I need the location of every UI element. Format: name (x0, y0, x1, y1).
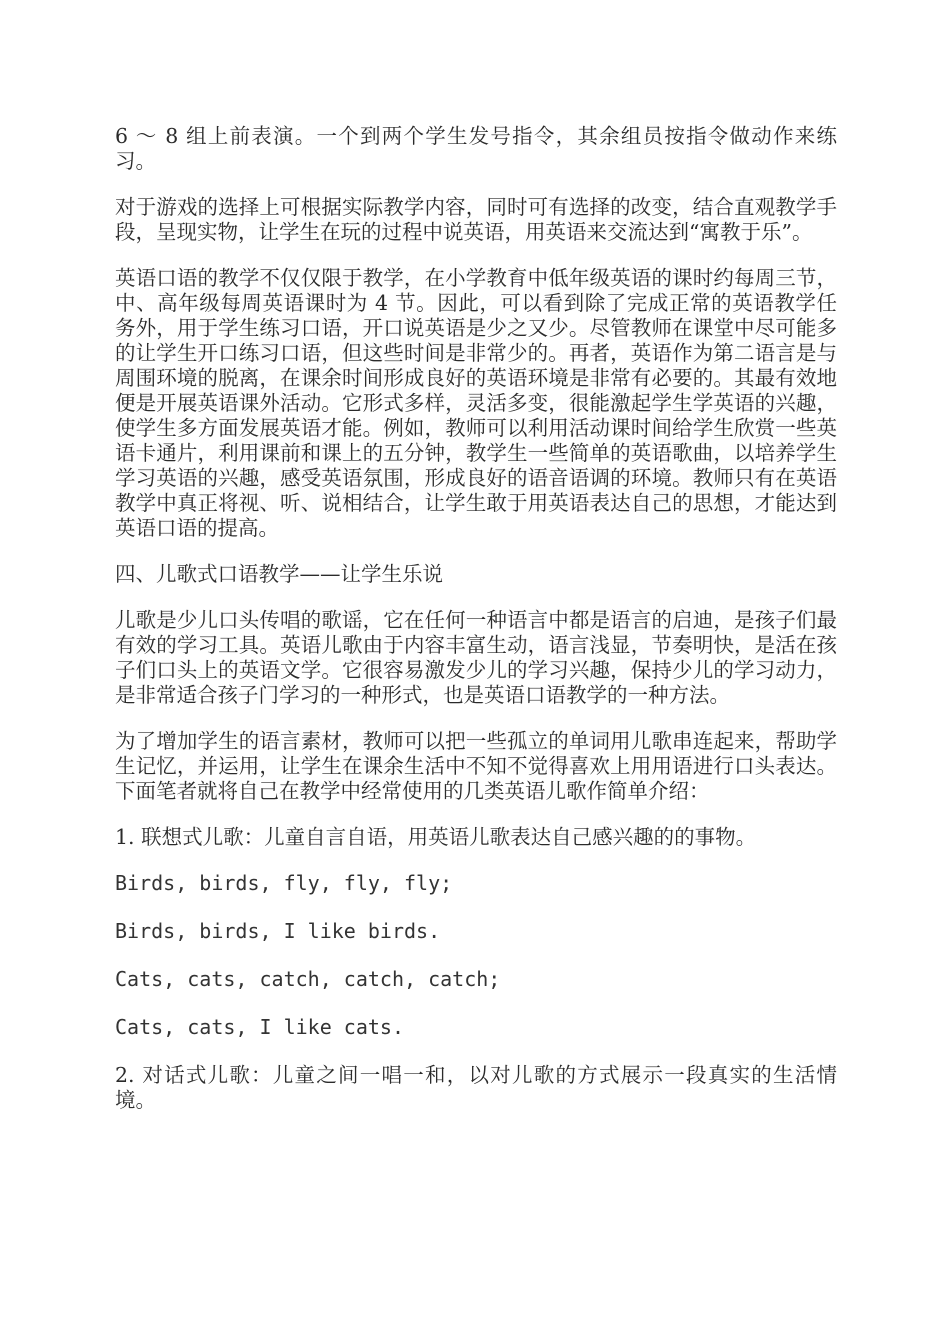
paragraph-performance: 6 ～ 8 组上前表演。一个到两个学生发号指令，其余组员按指令做动作来练习。 (115, 124, 837, 173)
rhyme-line: Cats, cats, I like cats. (115, 1015, 404, 1039)
section-heading: 四、儿歌式口语教学——让学生乐说 (115, 562, 443, 586)
list-item-dialogue-rhymes: 2. 对话式儿歌：儿童之间一唱一和，以对儿歌的方式展示一段真实的生活情境。 (115, 1063, 837, 1112)
rhyme-line: Birds, birds, fly, fly, fly; (115, 871, 453, 895)
rhyme-line: Cats, cats, catch, catch, catch; (115, 967, 501, 991)
list-item-associative-rhymes: 1. 联想式儿歌：儿童自言自语，用英语儿歌表达自己感兴趣的的事物。 (115, 825, 757, 849)
paragraph-game-selection: 对于游戏的选择上可根据实际教学内容，同时可有选择的改变，结合直观教学手段，呈现实物，让学生在玩的过程中说英语，用英语来交流达到“寓教于乐”。 (115, 195, 837, 244)
paragraph-oral-teaching: 英语口语的教学不仅仅限于教学，在小学教育中低年级英语的课时约每周三节，中、高年级每周英语课时为 4 节。因此，可以看到除了完成正常的英语教学任务外，用于学生练习口语，开口说英语是少之又少。尽管教师在课堂中尽可能多的让学生开口练习口语，但这些时间是非常少的。再者，英语作为第二语言是与周围环境的脱离，在课余时间形成良好的英语环境是非常有必要的。其最有效地便是开展英语课外活动。它形式多样，灵活多变，很能激起学生学英语的兴趣，使学生多方面发展英语才能。例如，教师可以利用活动课时间给学生欣赏一些英语卡通片，利用课前和课上的五分钟，教学生一些简单的英语歌曲，以培养学生学习英语的兴趣，感受英语氛围，形成良好的语音语调的环境。教师只有在英语教学中真正将视、听、说相结合，让学生敢于用英语表达自己的思想，才能达到英语口语的提高。 (115, 266, 837, 540)
rhyme-line: Birds, birds, I like birds. (115, 919, 441, 943)
paragraph-language-material: 为了增加学生的语言素材，教师可以把一些孤立的单词用儿歌串连起来，帮助学生记忆，并运用，让学生在课余生活中不知不觉得喜欢上用用语进行口头表达。下面笔者就将自己在教学中经常使用的几类英语儿歌作简单介绍： (115, 729, 837, 803)
paragraph-nursery-rhymes: 儿歌是少儿口头传唱的歌谣，它在任何一种语言中都是语言的启迪，是孩子们最有效的学习工具。英语儿歌由于内容丰富生动，语言浅显，节奏明快，是活在孩子们口头上的英语文学。它很容易激发少儿的学习兴趣，保持少儿的学习动力，是非常适合孩子门学习的一种形式，也是英语口语教学的一种方法。 (115, 608, 837, 707)
document-body (115, 124, 837, 1134)
